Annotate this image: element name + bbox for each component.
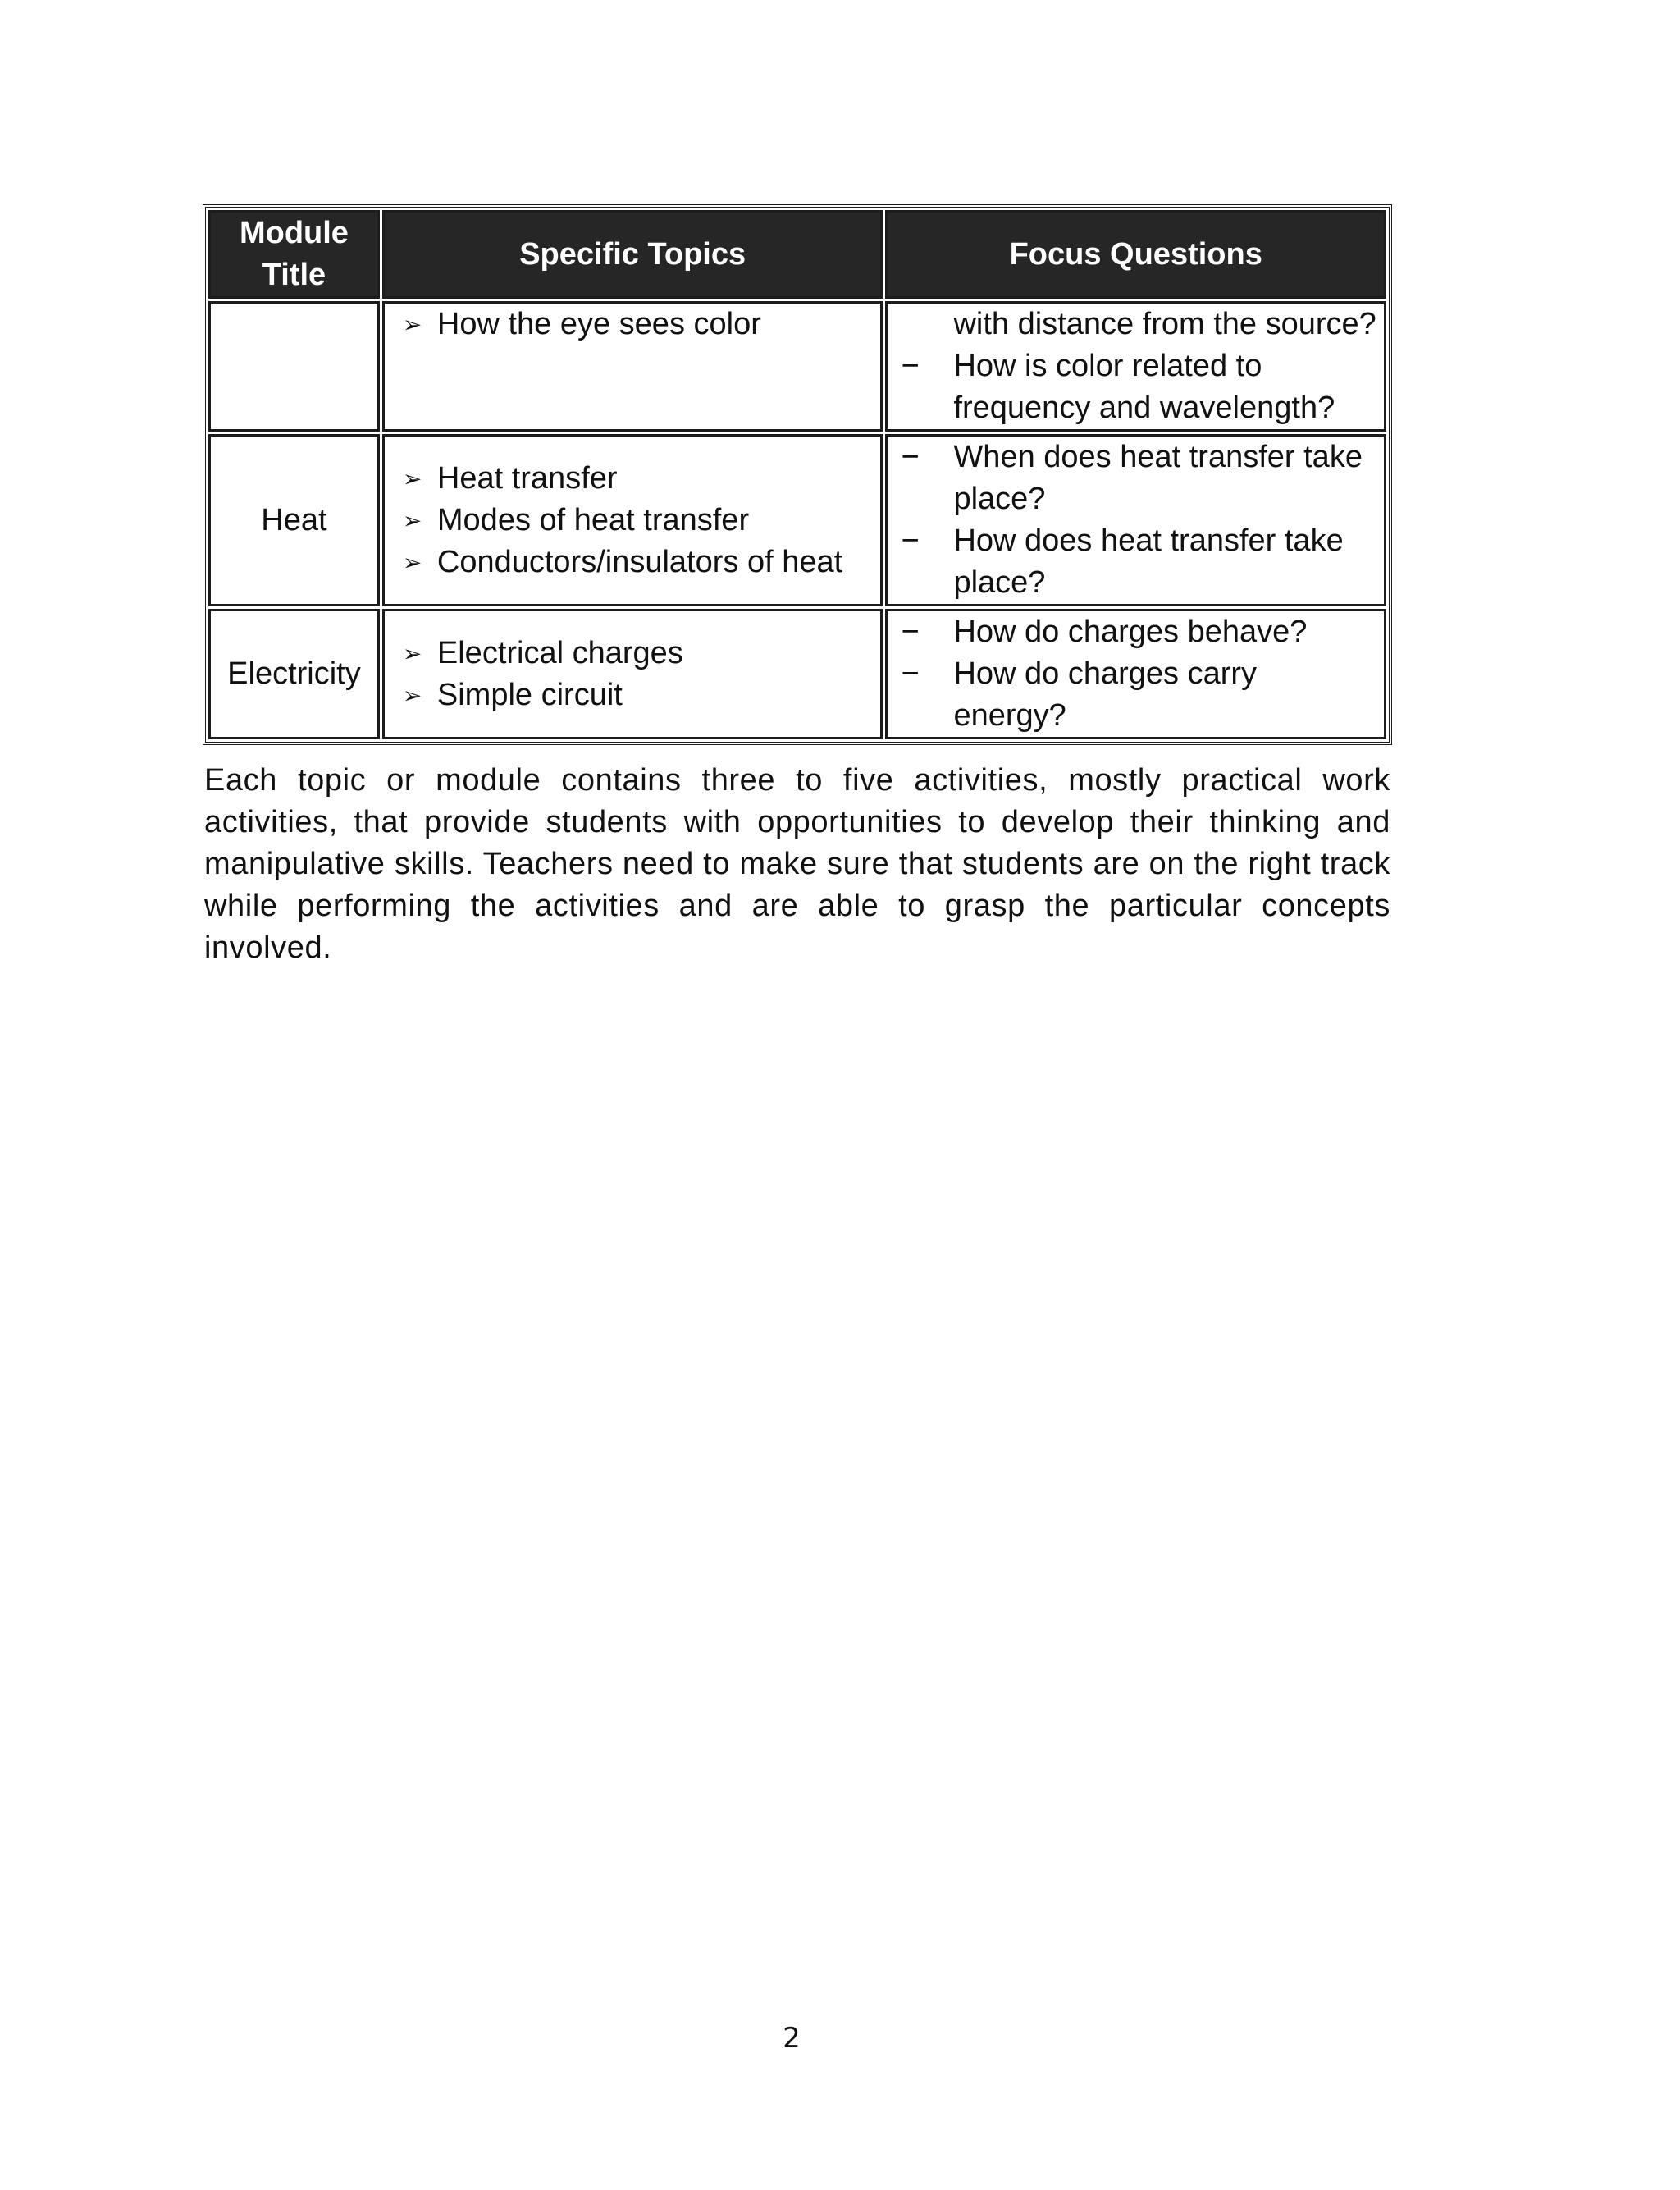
topic-item xyxy=(403,542,873,583)
question-item xyxy=(896,345,1377,429)
module-cell: Electricity xyxy=(208,609,380,739)
table-header-row xyxy=(208,210,1386,299)
topic-item xyxy=(403,458,873,500)
question-item xyxy=(896,653,1377,737)
arrow-bullet-icon: ➢ xyxy=(402,681,422,709)
topic-item xyxy=(403,304,873,345)
arrow-bullet-icon: ➢ xyxy=(402,639,422,667)
topics-cell xyxy=(382,301,883,432)
topic-text: Electrical charges xyxy=(436,635,683,670)
topic-text: How the eye sees color xyxy=(436,307,761,341)
topic-text: Heat transfer xyxy=(436,460,618,496)
topic-text: Conductors/insulators of heat xyxy=(436,544,843,579)
module-cell xyxy=(208,301,380,432)
table-row xyxy=(208,434,1386,606)
topics-cell xyxy=(382,434,883,606)
dash-bullet-icon: − xyxy=(901,440,920,474)
dash-bullet-icon: − xyxy=(901,656,920,691)
topic-text: Modes of heat transfer xyxy=(436,502,750,537)
page-number: 2 xyxy=(783,2022,801,2055)
question-item xyxy=(896,437,1377,520)
questions-cell xyxy=(885,434,1386,606)
header-module-title: Module Title xyxy=(208,210,380,299)
module-cell: Heat xyxy=(208,434,380,606)
topic-text: Simple circuit xyxy=(436,677,623,712)
topic-item xyxy=(403,500,873,542)
arrow-bullet-icon: ➢ xyxy=(402,548,422,576)
dash-bullet-icon: − xyxy=(901,523,920,558)
topics-cell xyxy=(382,609,883,739)
question-text: How do charges carry energy? xyxy=(953,656,1258,733)
table-row xyxy=(208,301,1386,432)
question-item xyxy=(896,611,1377,653)
question-text: How does heat transfer take place? xyxy=(953,523,1344,600)
header-specific-topics: Specific Topics xyxy=(382,210,883,299)
dash-bullet-icon: − xyxy=(901,615,920,649)
arrow-bullet-icon: ➢ xyxy=(402,311,422,338)
header-focus-questions: Focus Questions xyxy=(885,210,1386,299)
topic-item xyxy=(403,633,873,674)
question-text: How do charges behave? xyxy=(953,615,1308,649)
arrow-bullet-icon: ➢ xyxy=(402,464,422,492)
body-paragraph: Each topic or module contains three to five activities, mostly practical work activities, that provide students with opportunities to develop their thinking and manipulative skills. Teachers need to make sure that students are on the right track while performing the activities and are able to grasp the particular concepts involved. xyxy=(204,763,1390,965)
topics-table xyxy=(203,204,1392,745)
questions-cell xyxy=(885,301,1386,432)
question-continuation: with distance from the source? xyxy=(953,307,1376,341)
dash-bullet-icon: − xyxy=(901,349,920,383)
topic-item xyxy=(403,674,873,716)
question-text: When does heat transfer take place? xyxy=(953,440,1363,516)
questions-cell xyxy=(885,609,1386,739)
arrow-bullet-icon: ➢ xyxy=(402,506,422,534)
question-text: How is color related to frequency and wavelength? xyxy=(953,349,1335,425)
question-item xyxy=(896,520,1377,604)
table-row xyxy=(208,609,1386,739)
